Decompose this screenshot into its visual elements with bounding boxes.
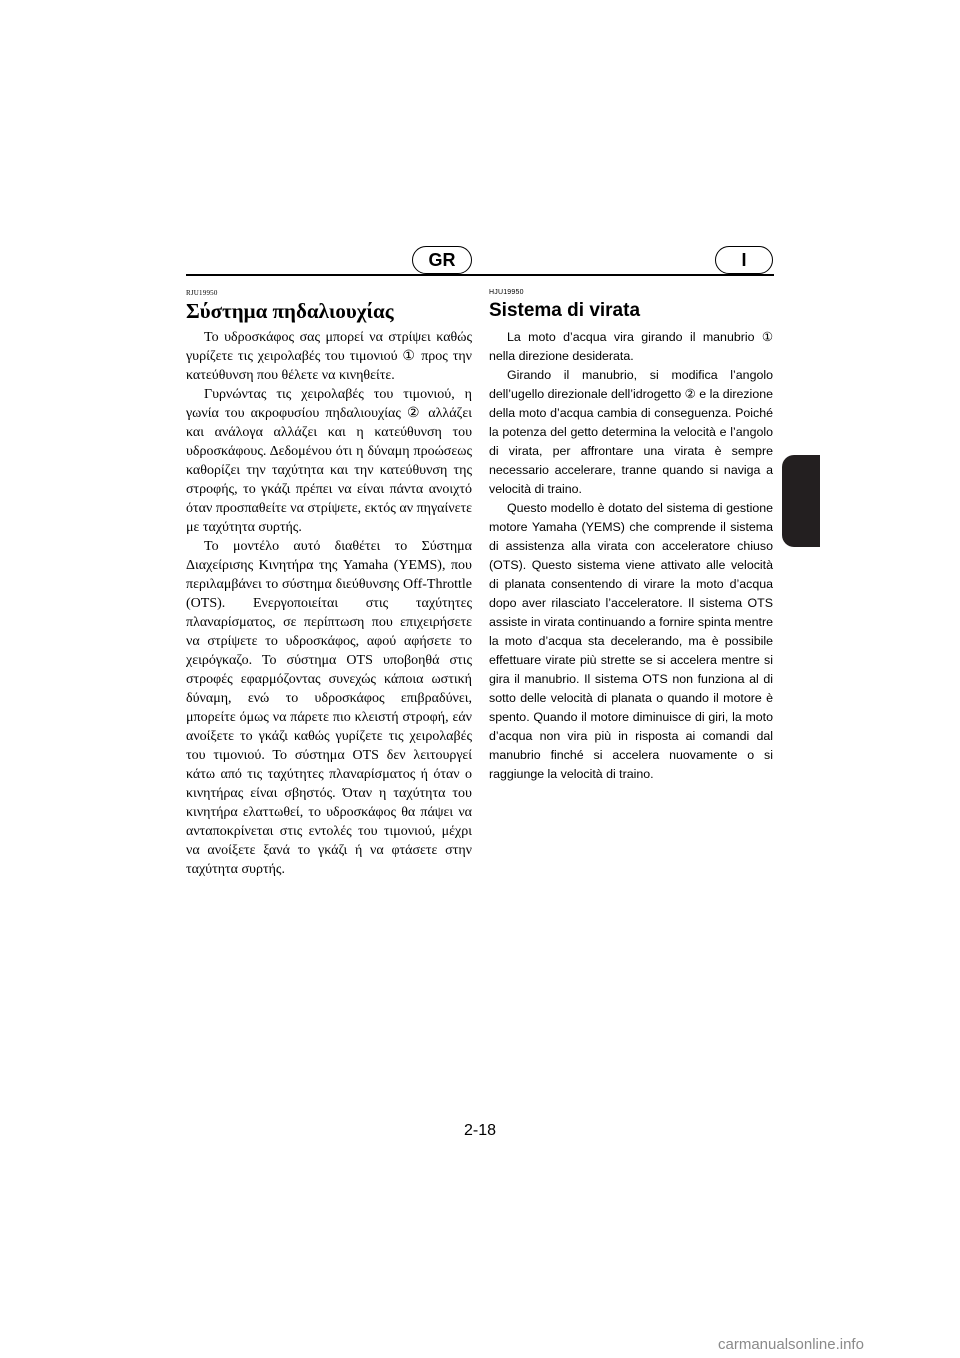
paragraph: Το μοντέλο αυτό διαθέτει το Σύστημα Διαχείρισης Κινητήρα της Yamaha (YEMS), που περιλαμβάνει το σύστημα διεύθυνσης Off-Throttle (OTS). Ενεργοποιείται στις ταχύτητες πλαναρίσματος, σε περίπτωση που επιχειρήσετε να στρίψετε το υδροσκάφος, αφού αφήσετε το χειρόγκαζο. Το σύστημα OTS υποβοηθά στις στροφές εφαρμόζοντας συνεχώς κάποια ωστική δύναμη, ενώ το υδροσκάφος επιβραδύνει, μπορείτε όμως να πάρετε πιο κλειστή στροφή, εάν ανοίξετε το γκάζι καθώς γυρίζετε τις χειρολαβές του τιμονιού. Το σύστημα OTS δεν λειτουργεί κάτω από τις ταχύτητες πλαναρίσματος ή όταν ο κινητήρας είναι σβηστός. Όταν η ταχύτητα του κινητήρα ελαττωθεί, το υδροσκάφος θα πάψει να ανταποκρίνεται στις εντολές του τιμονιού, μέχρι να ανοίξετε ξανά το γκάζι ή να φτάσετε στην ταχύτητα συρτής. (186, 539, 472, 877)
language-badge-i: I (715, 246, 773, 274)
chapter-tab (782, 455, 820, 547)
section-title: Σύστημα πηδαλιουχίας (186, 299, 394, 323)
greek-column (186, 288, 472, 879)
italian-column (489, 288, 773, 784)
paragraph: La moto d’acqua vira girando il manubrio ① nella direzione desiderata. (489, 330, 773, 363)
section-code: RJU19950 (186, 289, 218, 297)
section-code: HJU19950 (489, 289, 524, 296)
paragraph: Γυρνώντας τις χειρολαβές του τιμονιού, η γωνία του ακροφυσίου πηδαλιουχίας ② αλλάζει και ανάλογα αλλάζει και η κατεύθυνση του υδροσκάφους. Δεδομένου ότι η δύναμη προώσεως καθορίζει την ταχύτητα και την κατεύθυνση της στροφής, το γκάζι πρέπει να είναι πάντα ανοιχτό όταν προσπαθείτε να στρίψετε, εκτός αν πηγαίνετε με ταχύτητα συρτής. (186, 387, 472, 535)
paragraph: Girando il manubrio, si modifica l’angolo dell’ugello direzionale dell’idrogetto ② e la direzione della moto d’acqua cambia di conseguenza. Poiché la potenza del getto determina la velocità e l’angolo di virata, per affrontare una virata è sempre necessario accelerare, tranne quando si naviga a velocità di traino. (489, 368, 773, 496)
watermark: carmanualsonline.info (718, 1336, 864, 1353)
header-rule (186, 274, 774, 276)
paragraph: Το υδροσκάφος σας μπορεί να στρίψει καθώς γυρίζετε τις χειρολαβές του τιμονιού ① προς την κατεύθυνση που θέλετε να κινηθείτε. (186, 330, 472, 383)
paragraph: Questo modello è dotato del sistema di gestione motore Yamaha (YEMS) che comprende il sistema di assistenza alla virata con acceleratore chiuso (OTS). Questo sistema viene attivato alle velocità di planata consentendo di virare la moto d’acqua dopo aver rilasciato l’acceleratore. Il sistema OTS assiste in virata continuando a fornire spinta mentre la moto d’acqua sta decelerando, ma è possibile effettuare virate più strette se si accelera mentre si gira il manubrio. Il sistema OTS non funziona al di sotto delle velocità di planata o quando il motore è spento. Quando il motore diminuisce di giri, la moto d’acqua non vira più in risposta ai comandi dal manubrio finché si accelera nuovamente o si raggiunge la velocità di traino. (489, 501, 773, 781)
section-title: Sistema di virata (489, 300, 641, 321)
language-badge-gr: GR (412, 246, 472, 274)
page-number: 2-18 (463, 1122, 497, 1139)
